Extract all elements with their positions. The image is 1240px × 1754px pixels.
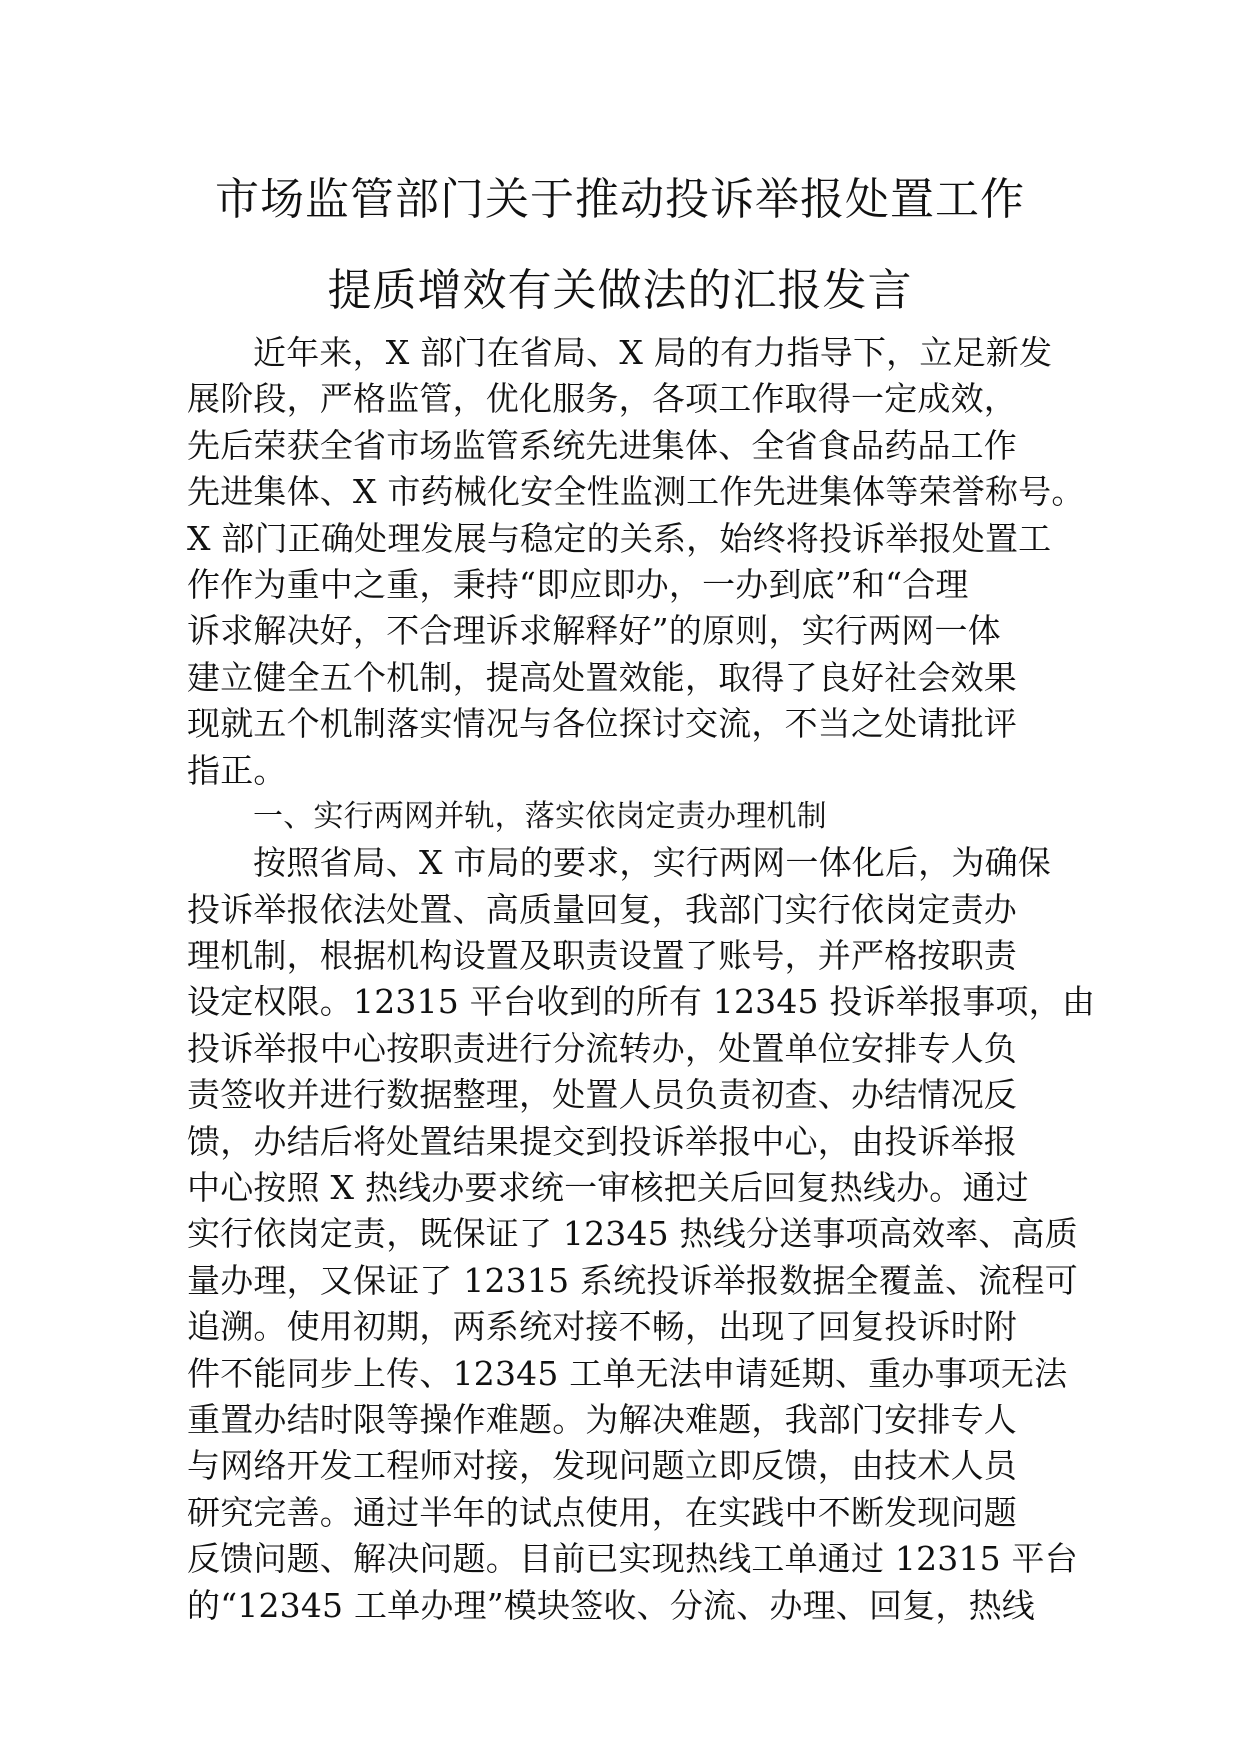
paragraph-line: 重置办结时限等操作难题。为解决难题，我部门安排专人 — [187, 1399, 1017, 1439]
paragraph-line: 反馈问题、解决问题。目前已实现热线工单通过 12315 平台 — [187, 1539, 1078, 1579]
paragraph-line: 投诉举报依法处置、高质量回复，我部门实行依岗定责办 — [187, 889, 1017, 929]
paragraph-line: 中心按照 X 热线办要求统一审核把关后回复热线办。通过 — [187, 1168, 1029, 1208]
paragraph-line: 设定权限。12315 平台收到的所有 12345 投诉举报事项，由 — [187, 982, 1096, 1022]
paragraph-line: 追溯。使用初期，两系统对接不畅，出现了回复投诉时附 — [187, 1307, 1017, 1347]
paragraph-line: 作作为重中之重，秉持“即应即办，一办到底”和“合理 — [187, 564, 969, 604]
document-body — [187, 330, 1096, 1629]
paragraph-line: 先进集体、X 市药械化安全性监测工作先进集体等荣誉称号。 — [187, 472, 1085, 512]
paragraph-line: 量办理，又保证了 12315 系统投诉举报数据全覆盖、流程可 — [187, 1260, 1078, 1300]
paragraph-line: 诉求解决好，不合理诉求解释好”的原则，实行两网一体 — [187, 611, 1001, 651]
paragraph-line: 理机制，根据机构设置及职责设置了账号，并严格按职责 — [187, 936, 1017, 976]
document-title-line-1: 市场监管部门关于推动投诉举报处置工作 — [215, 174, 1025, 225]
paragraph-line: 展阶段，严格监管，优化服务，各项工作取得一定成效， — [187, 379, 1017, 419]
paragraph-line: 投诉举报中心按职责进行分流转办，处置单位安排专人负 — [187, 1028, 1017, 1068]
paragraph-line: 与网络开发工程师对接，发现问题立即反馈，由技术人员 — [187, 1446, 1017, 1486]
section-heading: 一、实行两网并轨，落实依岗定责办理机制 — [253, 798, 827, 834]
paragraph-line: 责签收并进行数据整理，处置人员负责初查、办结情况反 — [187, 1075, 1017, 1115]
paragraph-line: 现就五个机制落实情况与各位探讨交流，不当之处请批评 — [187, 704, 1017, 744]
paragraph-line: 建立健全五个机制，提高处置效能，取得了良好社会效果 — [187, 657, 1017, 697]
paragraph-line: 研究完善。通过半年的试点使用，在实践中不断发现问题 — [187, 1492, 1017, 1532]
paragraph-line: 实行依岗定责，既保证了 12345 热线分送事项高效率、高质 — [187, 1214, 1078, 1254]
paragraph-line: 近年来，X 部门在省局、X 局的有力指导下，立足新发 — [253, 333, 1053, 372]
paragraph-line: 先后荣获全省市场监管系统先进集体、全省食品药品工作 — [187, 425, 1017, 465]
paragraph-line: 按照省局、X 市局的要求，实行两网一体化后，为确保 — [253, 843, 1051, 883]
paragraph-line: 馈，办结后将处置结果提交到投诉举报中心，由投诉举报 — [187, 1121, 1017, 1161]
paragraph-line: 的“12345 工单办理”模块签收、分流、办理、回复，热线 — [187, 1585, 1036, 1625]
paragraph-line: X 部门正确处理发展与稳定的关系，始终将投诉举报处置工 — [187, 518, 1052, 558]
paragraph-line: 件不能同步上传、12345 工单无法申请延期、重办事项无法 — [187, 1353, 1068, 1393]
paragraph-line: 指正。 — [187, 750, 287, 790]
document-title-line-2: 提质增效有关做法的汇报发言 — [327, 265, 913, 316]
